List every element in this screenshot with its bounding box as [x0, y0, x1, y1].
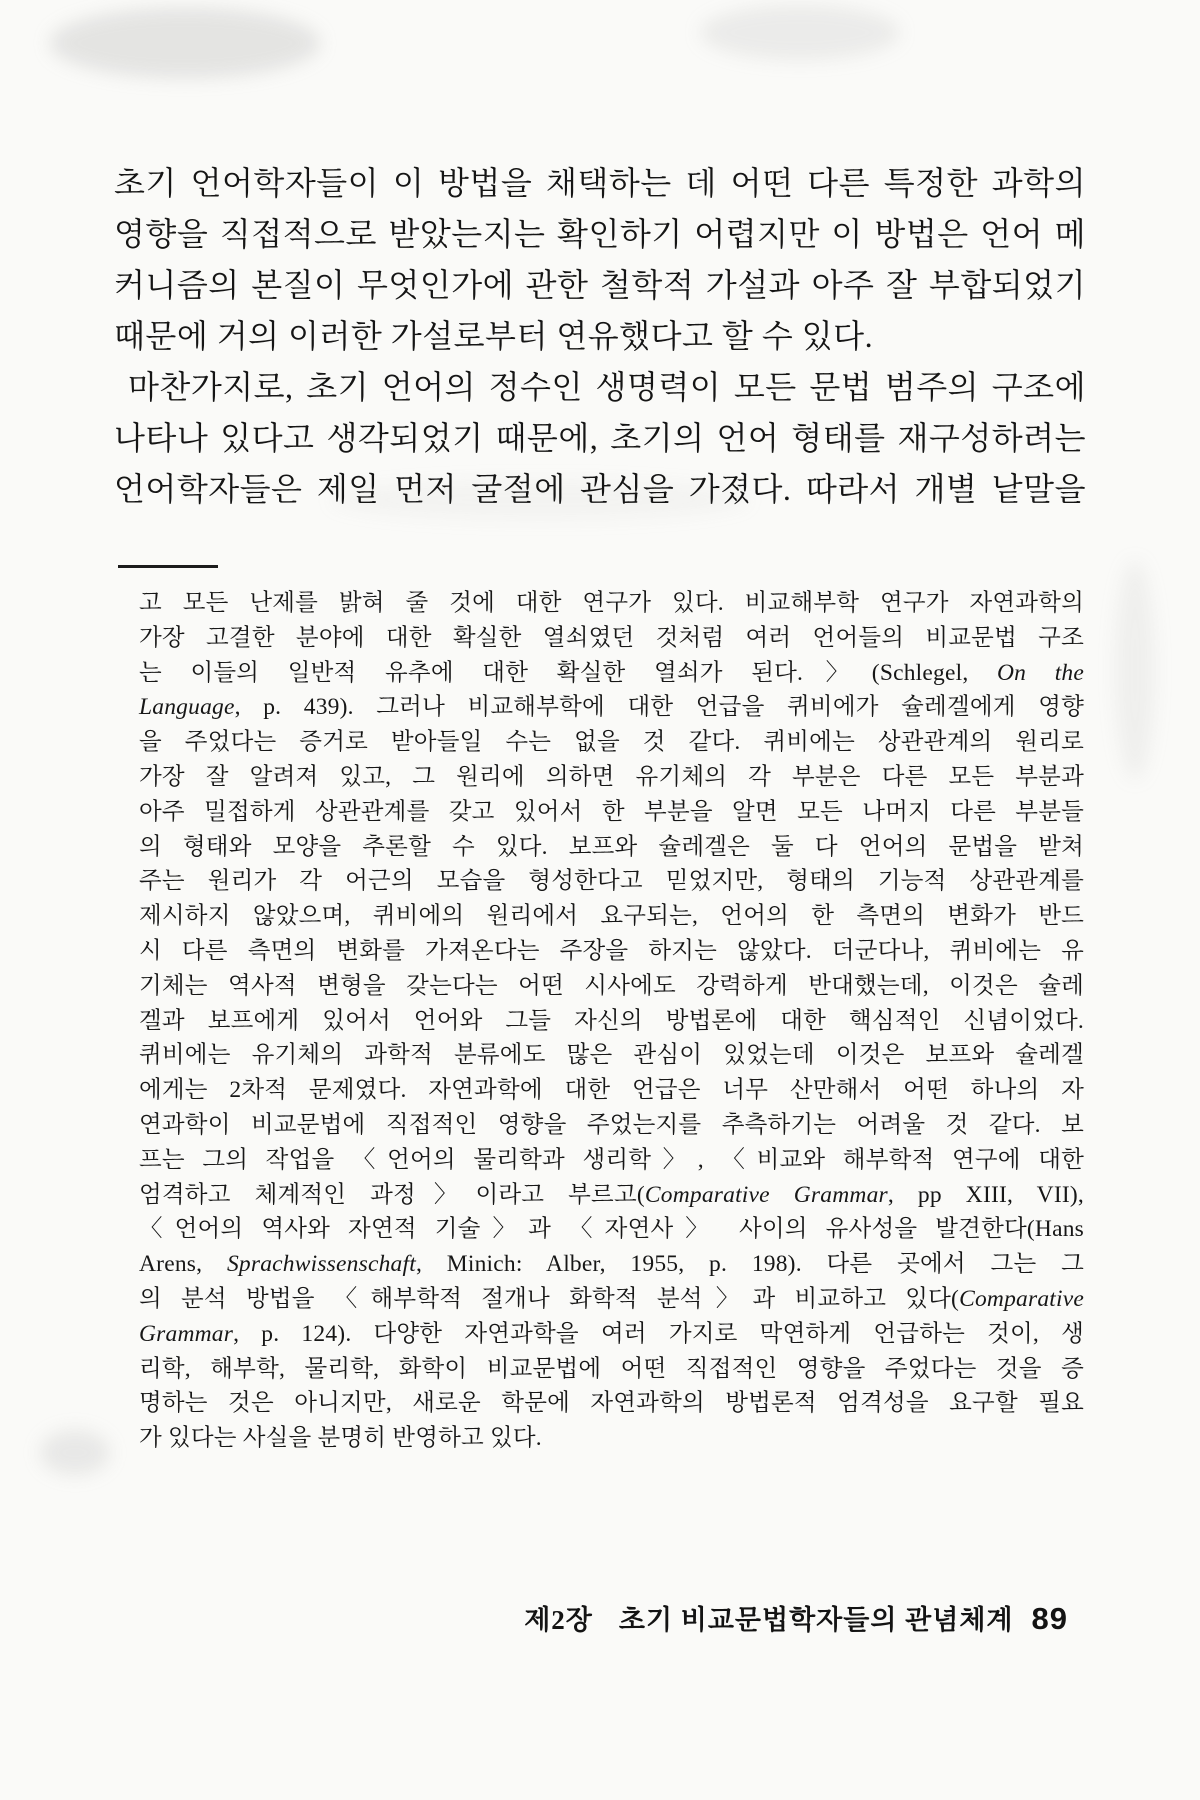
- footnote-line: [139, 1317, 1084, 1352]
- footnote-segment: 의 형태와 모양을 추론할 수 있다. 보프와 슐레겔은 둘 다 언어의 문법을 받쳐: [139, 833, 1084, 860]
- footnote-segment: 에게는 2차적 문제였다. 자연과학에 대한 언급은 너무 산만해서 어떤 하나의 자: [139, 1077, 1084, 1104]
- footnote-segment: , pp XIII, VII),: [887, 1181, 1084, 1208]
- footnote-line: [139, 586, 1084, 621]
- footnote-segment: , p. 439). 그러나 비교해부학에 대한 언급을 퀴비에가 슐레겔에게 영향: [234, 694, 1084, 721]
- footnote-segment: 연과학이 비교문법에 직접적인 영향을 주었는지를 추측하기는 어려울 것 같다. 보: [139, 1111, 1084, 1138]
- footnote-line: [139, 795, 1084, 830]
- scan-artifact: [700, 5, 900, 60]
- main-text-line: 나타나 있다고 생각되었기 때문에, 초기의 언어 형태를 재구성하려는: [114, 420, 1086, 456]
- footnote-line: [139, 760, 1084, 795]
- main-text-line: 마찬가지로, 초기 언어의 정수인 생명력이 모든 문법 범주의 구조에: [128, 369, 1086, 405]
- footnote-segment: 는 이들의 일반적 유추에 대한 확실한 열쇠가 된다.〉(Schlegel,: [139, 659, 997, 686]
- footnote-segment: 가 있다는 사실을 분명히 반영하고 있다.: [139, 1425, 542, 1452]
- main-text-line: 커니즘의 본질이 무엇인가에 관한 철학적 가설과 아주 잘 부합되었기: [114, 267, 1086, 303]
- footnote-segment: 〈언어의 역사와 자연적 기술〉과 〈자연사〉 사이의 유사성을 발견한다(Hans: [139, 1216, 1084, 1243]
- chapter-label: 제2장: [524, 1605, 593, 1635]
- footnote-segment: 의 분석 방법을 〈해부학적 절개나 화학적 분석〉과 비교하고 있다(: [139, 1285, 960, 1312]
- footnote-segment: 프는 그의 작업을 〈언어의 물리학과 생리학〉, 〈비교와 해부학적 연구에 대한: [139, 1146, 1084, 1173]
- footnote-segment: 리학, 해부학, 물리학, 화학이 비교문법에 어떤 직접적인 영향을 주었다는 것을 증: [139, 1355, 1084, 1382]
- footnote-line: [139, 1073, 1084, 1108]
- footnote-italic-segment: Grammar: [139, 1320, 234, 1347]
- footnote-segment: 시 다른 측면의 변화를 가져온다는 주장을 하지는 않았다. 더군다나, 퀴비에는 유: [139, 937, 1084, 964]
- footnote-segment: 주는 원리가 각 어근의 모습을 형성한다고 믿었지만, 형태의 기능적 상관관계를: [139, 868, 1084, 895]
- footnote-line: [139, 1212, 1084, 1247]
- main-text-line: 초기 언어학자들이 이 방법을 채택하는 데 어떤 다른 특정한 과학의: [114, 165, 1086, 201]
- page-number: 89: [1031, 1601, 1068, 1636]
- footnote-segment: 제시하지 않았으며, 퀴비에의 원리에서 요구되는, 언어의 한 측면의 변화가 반드: [139, 903, 1084, 930]
- footnote-segment: Arens,: [139, 1251, 227, 1278]
- footnote-segment: 기체는 역사적 변형을 갖는다는 어떤 시사에도 강력하게 반대했는데, 이것은 슐레: [139, 972, 1084, 999]
- footnote-segment: 겔과 보프에게 있어서 언어와 그들 자신의 방법론에 대한 핵심적인 신념이었다.: [139, 1007, 1084, 1034]
- footnote-segment: 아주 밀접하게 상관관계를 갖고 있어서 한 부분을 알면 모든 나머지 다른 부분들: [139, 798, 1084, 825]
- footnote-line: [139, 1038, 1084, 1073]
- main-text-line: 언어학자들은 제일 먼저 굴절에 관심을 가졌다. 따라서 개별 낱말을: [114, 471, 1086, 507]
- footnote-line: [139, 621, 1084, 656]
- footnote-line: [139, 969, 1084, 1004]
- footnote-line: [139, 864, 1084, 899]
- footnote-line: [139, 725, 1084, 760]
- footnote-line: [139, 934, 1084, 969]
- scan-artifact: [40, 1430, 110, 1475]
- footnote-italic-segment: Language: [139, 694, 235, 721]
- footnote-segment: 명하는 것은 아니지만, 새로운 학문에 자연과학의 방법론적 엄격성을 요구할 필요: [139, 1390, 1084, 1417]
- footnote-italic-segment: Comparative Grammar: [644, 1181, 888, 1208]
- footnote-line: [139, 1386, 1084, 1421]
- footnote-line: [139, 690, 1084, 725]
- footnote-line: [139, 1108, 1084, 1143]
- footnote-line: [139, 1004, 1084, 1039]
- main-text-block: [114, 158, 1086, 515]
- running-title: 초기 비교문법학자들의 관념체계: [618, 1605, 1014, 1635]
- footnote-line: [139, 1421, 1084, 1456]
- footnote-segment: , Minich: Alber, 1955, p. 198). 다른 곳에서 그는 그: [415, 1251, 1084, 1278]
- main-text-line: 때문에 거의 이러한 가설로부터 연유했다고 할 수 있다.: [114, 318, 874, 354]
- footnote-divider: [118, 565, 218, 568]
- scan-artifact: [50, 8, 320, 78]
- footnote-segment: 고 모든 난제를 밝혀 줄 것에 대한 연구가 있다. 비교해부학 연구가 자연과학의: [139, 590, 1084, 616]
- footnote-segment: 엄격하고 체계적인 과정〉이라고 부르고(: [139, 1181, 645, 1208]
- footnote-segment: 퀴비에는 유기체의 과학적 분류에도 많은 관심이 있었는데 이것은 보프와 슐레겔: [139, 1042, 1084, 1069]
- footnote-italic-segment: Sprachwissenschaft: [226, 1251, 416, 1278]
- footnote-line: [139, 656, 1084, 691]
- footnote-segment: 가장 잘 알려져 있고, 그 원리에 의하면 유기체의 각 부분은 다른 모든 부분과: [139, 763, 1084, 790]
- footnote-italic-segment: Comparative: [959, 1285, 1084, 1312]
- footnote-line: [139, 1282, 1084, 1317]
- footnote-line: [139, 1352, 1084, 1387]
- footnote-line: [139, 1143, 1084, 1178]
- footnote-italic-segment: On the: [997, 659, 1085, 686]
- footnote-block: [139, 586, 1084, 1456]
- footnote-segment: 가장 고결한 분야에 대한 확실한 열쇠였던 것처럼 여러 언어들의 비교문법 구조: [139, 624, 1084, 651]
- scan-artifact: [1115, 560, 1155, 780]
- footnote-line: [139, 1247, 1084, 1282]
- footnote-segment: 을 주었다는 증거로 받아들일 수는 없을 것 같다. 퀴비에는 상관관계의 원리로: [139, 729, 1084, 756]
- footnote-line: [139, 1178, 1084, 1213]
- main-text-line: 영향을 직접적으로 받았는지는 확인하기 어렵지만 이 방법은 언어 메: [114, 216, 1086, 252]
- footnote-line: [139, 899, 1084, 934]
- footnote-line: [139, 830, 1084, 865]
- footnote-segment: , p. 124). 다양한 자연과학을 여러 가지로 막연하게 언급하는 것이, 생: [233, 1320, 1084, 1347]
- page-footer: [524, 1598, 1068, 1637]
